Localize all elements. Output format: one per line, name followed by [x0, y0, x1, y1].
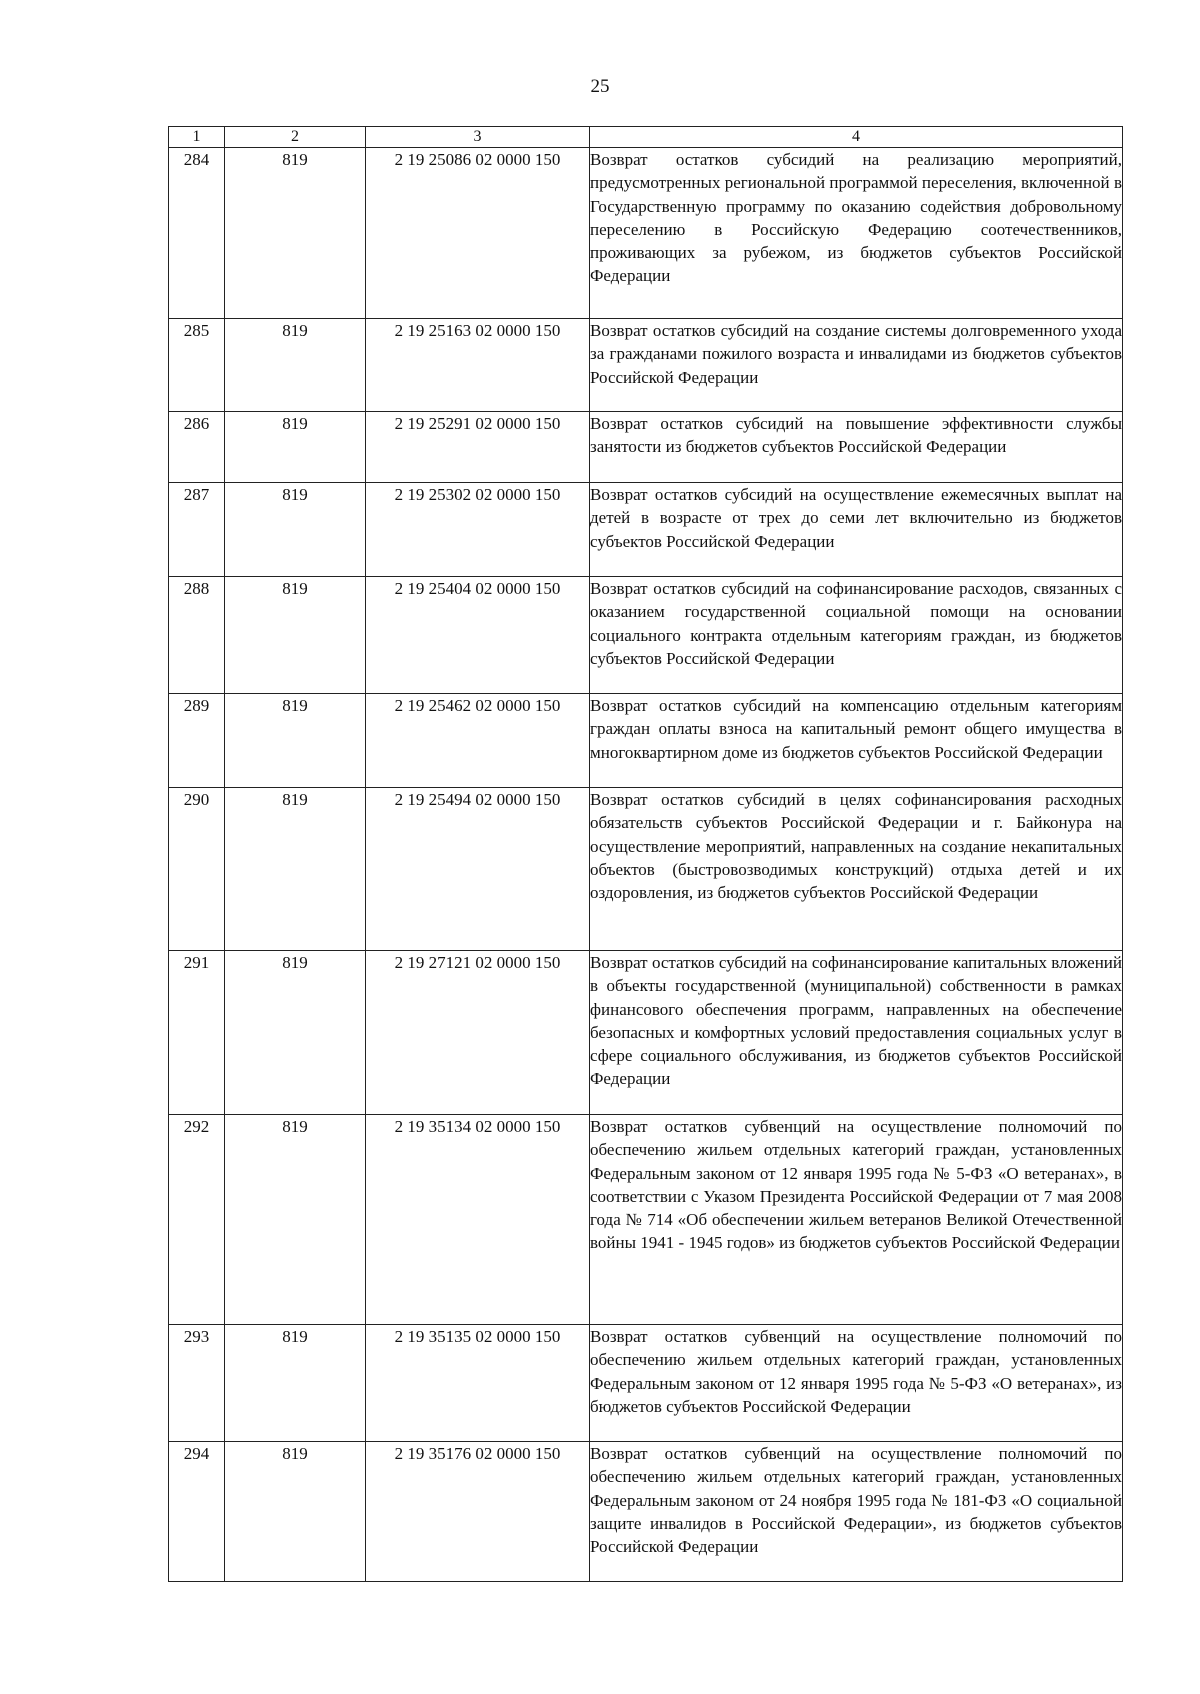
- admin-code: 819: [225, 788, 366, 951]
- budget-code: 2 19 25494 02 0000 150: [366, 788, 590, 951]
- column-header-4: 4: [590, 127, 1123, 148]
- row-number: 290: [169, 788, 225, 951]
- admin-code: 819: [225, 577, 366, 694]
- admin-code: 819: [225, 1442, 366, 1582]
- row-number: 285: [169, 319, 225, 412]
- admin-code: 819: [225, 1115, 366, 1325]
- table-row: [169, 1442, 1123, 1582]
- budget-code: 2 19 25086 02 0000 150: [366, 148, 590, 319]
- budget-code: 2 19 35176 02 0000 150: [366, 1442, 590, 1582]
- table-row: [169, 694, 1123, 788]
- table-header-row: [169, 127, 1123, 148]
- description: Возврат остатков субвенций на осуществление полномочий по обеспечению жильем отдельных категорий граждан, установленных Федеральным законом от 12 января 1995 года № 5-ФЗ «О ветеранах», в соответствии с Указом Президента Российской Федерации от 7 мая 2008 года № 714 «Об обеспечении жильем ветеранов Великой Отечественной войны 1941 - 1945 годов» из бюджетов субъектов Российской Федерации: [590, 1115, 1123, 1325]
- admin-code: 819: [225, 483, 366, 577]
- description: Возврат остатков субсидий на реализацию мероприятий, предусмотренных региональной программой переселения, включенной в Государственную программу по оказанию содействия добровольному переселению в Российскую Федерацию соотечественников, проживающих за рубежом, из бюджетов субъектов Российской Федерации: [590, 148, 1123, 319]
- row-number: 292: [169, 1115, 225, 1325]
- budget-code: 2 19 35135 02 0000 150: [366, 1325, 590, 1442]
- budget-code: 2 19 25291 02 0000 150: [366, 412, 590, 483]
- table-row: [169, 412, 1123, 483]
- row-number: 286: [169, 412, 225, 483]
- table-row: [169, 1325, 1123, 1442]
- row-number: 293: [169, 1325, 225, 1442]
- description: Возврат остатков субсидий на софинансирование расходов, связанных с оказанием государственной социальной помощи на основании социального контракта отдельным категориям граждан, из бюджетов субъектов Российской Федерации: [590, 577, 1123, 694]
- budget-code: 2 19 27121 02 0000 150: [366, 951, 590, 1115]
- budget-code: 2 19 25302 02 0000 150: [366, 483, 590, 577]
- admin-code: 819: [225, 694, 366, 788]
- row-number: 288: [169, 577, 225, 694]
- table-row: [169, 788, 1123, 951]
- description: Возврат остатков субсидий на софинансирование капитальных вложений в объекты государственной (муниципальной) собственности в рамках финансового обеспечения программ, направленных на обеспечение безопасных и комфортных условий предоставления социальных услуг в сфере социального обслуживания, из бюджетов субъектов Российской Федерации: [590, 951, 1123, 1115]
- admin-code: 819: [225, 951, 366, 1115]
- budget-codes-table: [168, 126, 1123, 1582]
- row-number: 291: [169, 951, 225, 1115]
- description: Возврат остатков субсидий на создание системы долговременного ухода за гражданами пожилого возраста и инвалидами из бюджетов субъектов Российской Федерации: [590, 319, 1123, 412]
- row-number: 287: [169, 483, 225, 577]
- row-number: 284: [169, 148, 225, 319]
- row-number: 289: [169, 694, 225, 788]
- description: Возврат остатков субвенций на осуществление полномочий по обеспечению жильем отдельных категорий граждан, установленных Федеральным законом от 24 ноября 1995 года № 181-ФЗ «О социальной защите инвалидов в Российской Федерации», из бюджетов субъектов Российской Федерации: [590, 1442, 1123, 1582]
- budget-code: 2 19 25404 02 0000 150: [366, 577, 590, 694]
- table-row: [169, 148, 1123, 319]
- admin-code: 819: [225, 412, 366, 483]
- table-row: [169, 1115, 1123, 1325]
- table-row: [169, 319, 1123, 412]
- column-header-3: 3: [366, 127, 590, 148]
- admin-code: 819: [225, 148, 366, 319]
- budget-code: 2 19 25462 02 0000 150: [366, 694, 590, 788]
- admin-code: 819: [225, 319, 366, 412]
- table-row: [169, 483, 1123, 577]
- table-row: [169, 951, 1123, 1115]
- row-number: 294: [169, 1442, 225, 1582]
- description: Возврат остатков субсидий на осуществление ежемесячных выплат на детей в возрасте от трех до семи лет включительно из бюджетов субъектов Российской Федерации: [590, 483, 1123, 577]
- budget-code: 2 19 35134 02 0000 150: [366, 1115, 590, 1325]
- page-number: 25: [590, 76, 610, 97]
- description: Возврат остатков субсидий на компенсацию отдельным категориям граждан оплаты взноса на капитальный ремонт общего имущества в многоквартирном доме из бюджетов субъектов Российской Федерации: [590, 694, 1123, 788]
- admin-code: 819: [225, 1325, 366, 1442]
- description: Возврат остатков субвенций на осуществление полномочий по обеспечению жильем отдельных категорий граждан, установленных Федеральным законом от 12 января 1995 года № 5-ФЗ «О ветеранах», из бюджетов субъектов Российской Федерации: [590, 1325, 1123, 1442]
- description: Возврат остатков субсидий в целях софинансирования расходных обязательств субъектов Российской Федерации и г. Байконура на осуществление мероприятий, направленных на создание некапитальных объектов (быстровозводимых конструкций) отдыха детей и их оздоровления, из бюджетов субъектов Российской Федерации: [590, 788, 1123, 951]
- budget-code: 2 19 25163 02 0000 150: [366, 319, 590, 412]
- description: Возврат остатков субсидий на повышение эффективности службы занятости из бюджетов субъектов Российской Федерации: [590, 412, 1123, 483]
- column-header-1: 1: [169, 127, 225, 148]
- table-row: [169, 577, 1123, 694]
- column-header-2: 2: [225, 127, 366, 148]
